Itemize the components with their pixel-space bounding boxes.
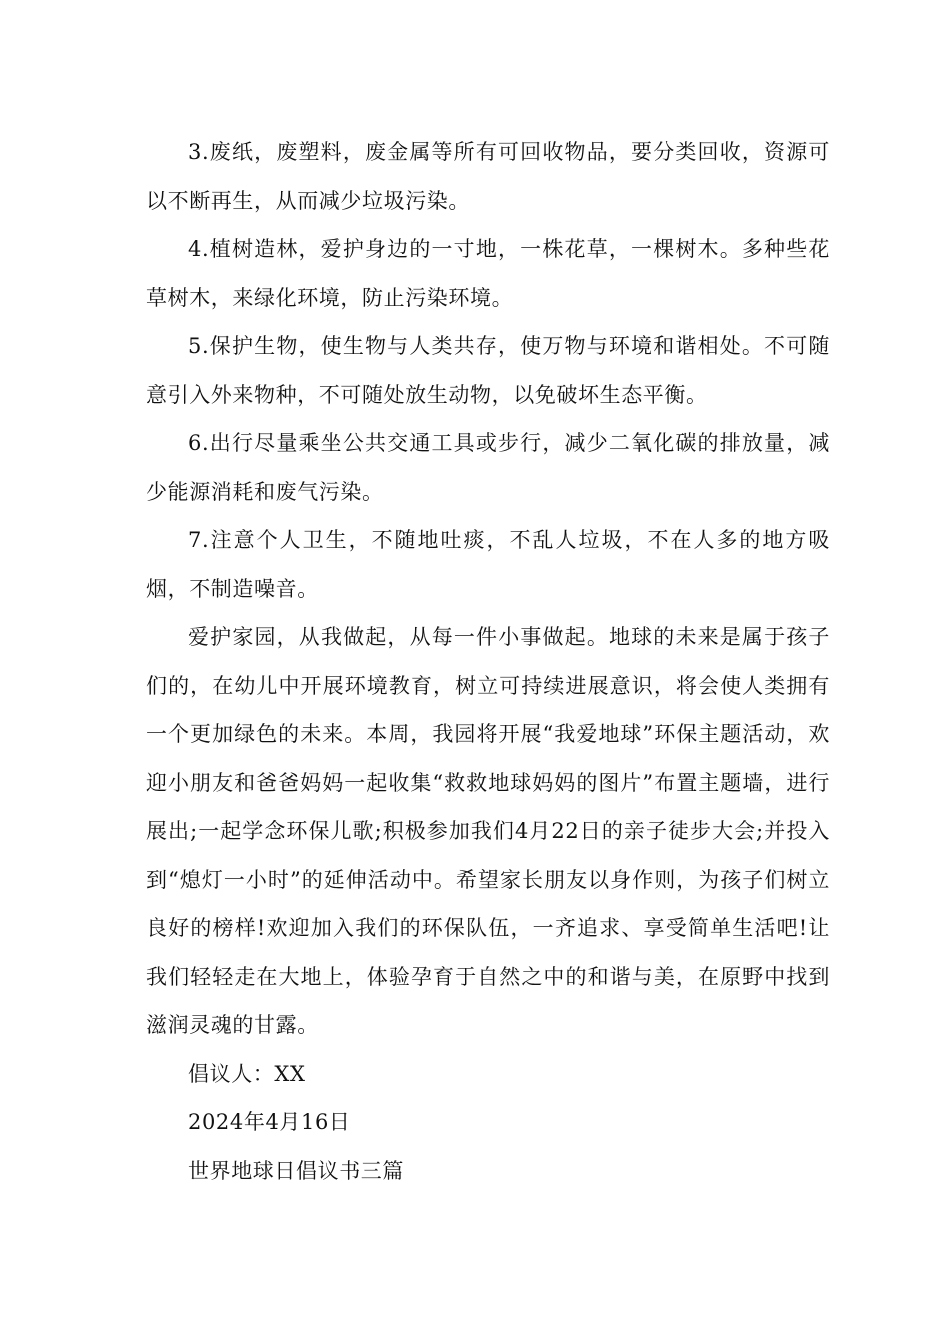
paragraph-item-3: 3.废纸，废塑料，废金属等所有可回收物品，要分类回收，资源可以不断再生，从而减少垃圾污染。 [146,140,830,213]
paragraph-item-5: 5.保护生物，使生物与人类共存，使万物与环境和谐相处。不可随意引入外来物种，不可随处放生动物，以免破坏生态平衡。 [146,334,830,407]
paragraph-item-6: 6.出行尽量乘坐公共交通工具或步行，减少二氧化碳的排放量，减少能源消耗和废气污染。 [146,431,830,504]
document-body [146,128,830,1195]
paragraph-item-4: 4.植树造林，爱护身边的一寸地，一株花草，一棵树木。多种些花草树木，来绿化环境，防止污染环境。 [146,237,830,310]
date-line: 2024年4月16日 [188,1110,351,1134]
signature-line: 倡议人：XX [188,1061,306,1086]
paragraph-item-7: 7.注意个人卫生，不随地吐痰，不乱人垃圾，不在人多的地方吸烟，不制造噪音。 [146,528,830,601]
next-section-title: 世界地球日倡议书三篇 [188,1158,404,1183]
closing-paragraph: 爱护家园，从我做起，从每一件小事做起。地球的未来是属于孩子们的，在幼儿中开展环境教育，树立可持续进展意识，将会使人类拥有一个更加绿色的未来。本周，我园将开展“我爱地球”环保主题活动，欢迎小朋友和爸爸妈妈一起收集“救救地球妈妈的图片”布置主题墙，进行展出;一起学念环保儿歌;积极参加我们4月22日的亲子徒步大会;并投入到“熄灯一小时”的延伸活动中。希望家长朋友以身作则，为孩子们树立良好的榜样!欢迎加入我们的环保队伍，一齐追求、享受简单生活吧!让我们轻轻走在大地上，体验孕育于自然之中的和谐与美，在原野中找到滋润灵魂的甘露。 [146,625,830,1037]
